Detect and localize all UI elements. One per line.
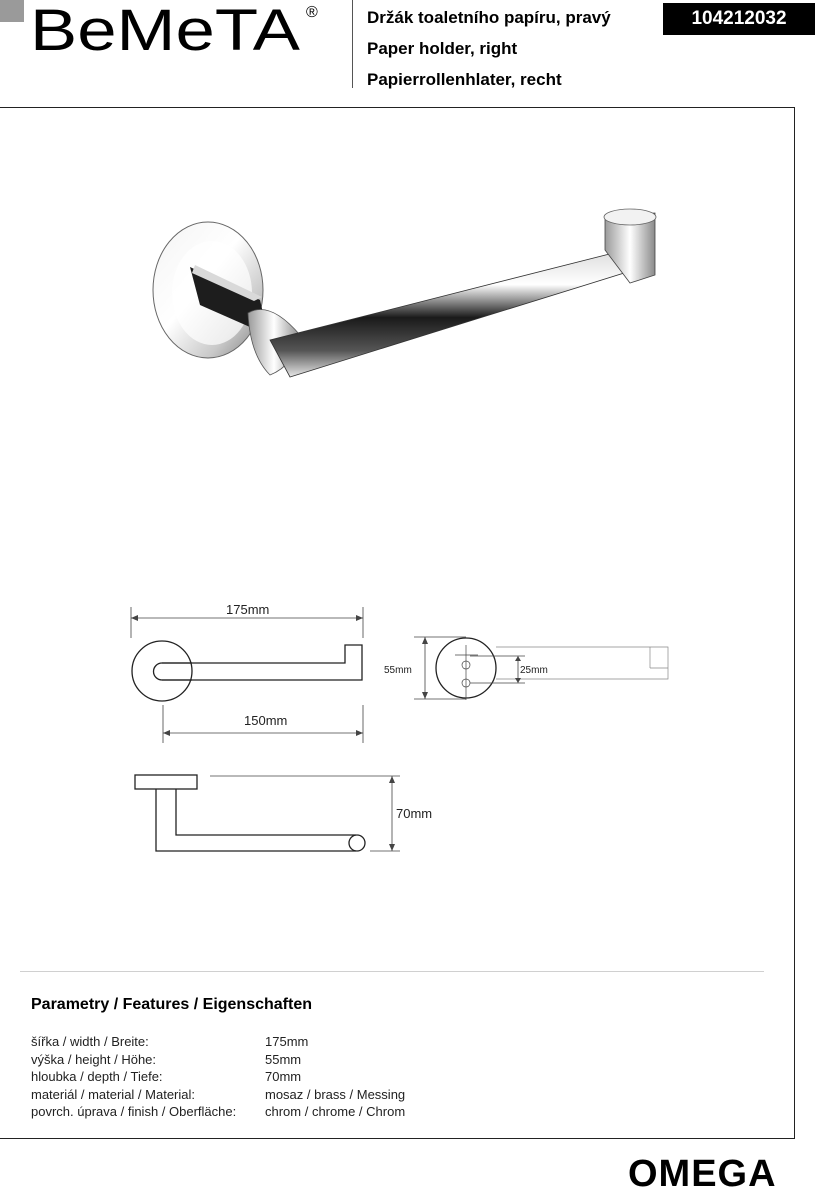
- spec-label: materiál / material / Material:: [31, 1086, 195, 1102]
- top-view-rosette: [135, 775, 197, 789]
- top-view-arm: [156, 789, 356, 851]
- spec-row: [31, 1086, 531, 1104]
- series-name: OMEGA: [628, 1153, 777, 1195]
- spec-label: šířka / width / Breite:: [31, 1034, 149, 1049]
- dimension-screw-spacing: 25mm: [520, 665, 548, 676]
- features-heading: Parametry / Features / Eigenschaften: [31, 996, 312, 1013]
- dimension-total-width: 175mm: [226, 602, 270, 617]
- spec-value: mosaz / brass / Messing: [265, 1086, 406, 1102]
- brand-logo-text: BeMeTA: [30, 0, 301, 58]
- title-german: Papierrollenhlater, recht: [367, 70, 562, 89]
- dimension-rosette-diameter: 55mm: [384, 665, 412, 676]
- spec-row: [31, 1033, 531, 1051]
- spec-label: povrch. úprava / finish / Oberfläche:: [31, 1104, 237, 1119]
- front-view-rosette: [132, 641, 192, 701]
- section-divider: [20, 971, 764, 972]
- registered-mark: ®: [306, 4, 318, 21]
- spec-label: hloubka / depth / Tiefe:: [31, 1069, 163, 1084]
- spec-value: 70mm: [265, 1069, 302, 1084]
- dimension-depth: 70mm: [396, 806, 433, 821]
- spec-value: 175mm: [265, 1034, 309, 1049]
- title-english: Paper holder, right: [367, 39, 518, 58]
- spec-row: [31, 1103, 531, 1121]
- title-czech: Držák toaletního papíru, pravý: [367, 8, 611, 27]
- product-code-badge: 104212032: [663, 3, 815, 35]
- spec-table: [31, 1033, 531, 1121]
- spec-value: 55mm: [265, 1051, 302, 1067]
- spec-value: chrom / chrome / Chrom: [265, 1104, 406, 1119]
- spec-row: [31, 1051, 531, 1069]
- spec-label: výška / height / Höhe:: [31, 1051, 157, 1067]
- dimension-arm-length: 150mm: [244, 713, 288, 728]
- spec-row: [31, 1068, 531, 1086]
